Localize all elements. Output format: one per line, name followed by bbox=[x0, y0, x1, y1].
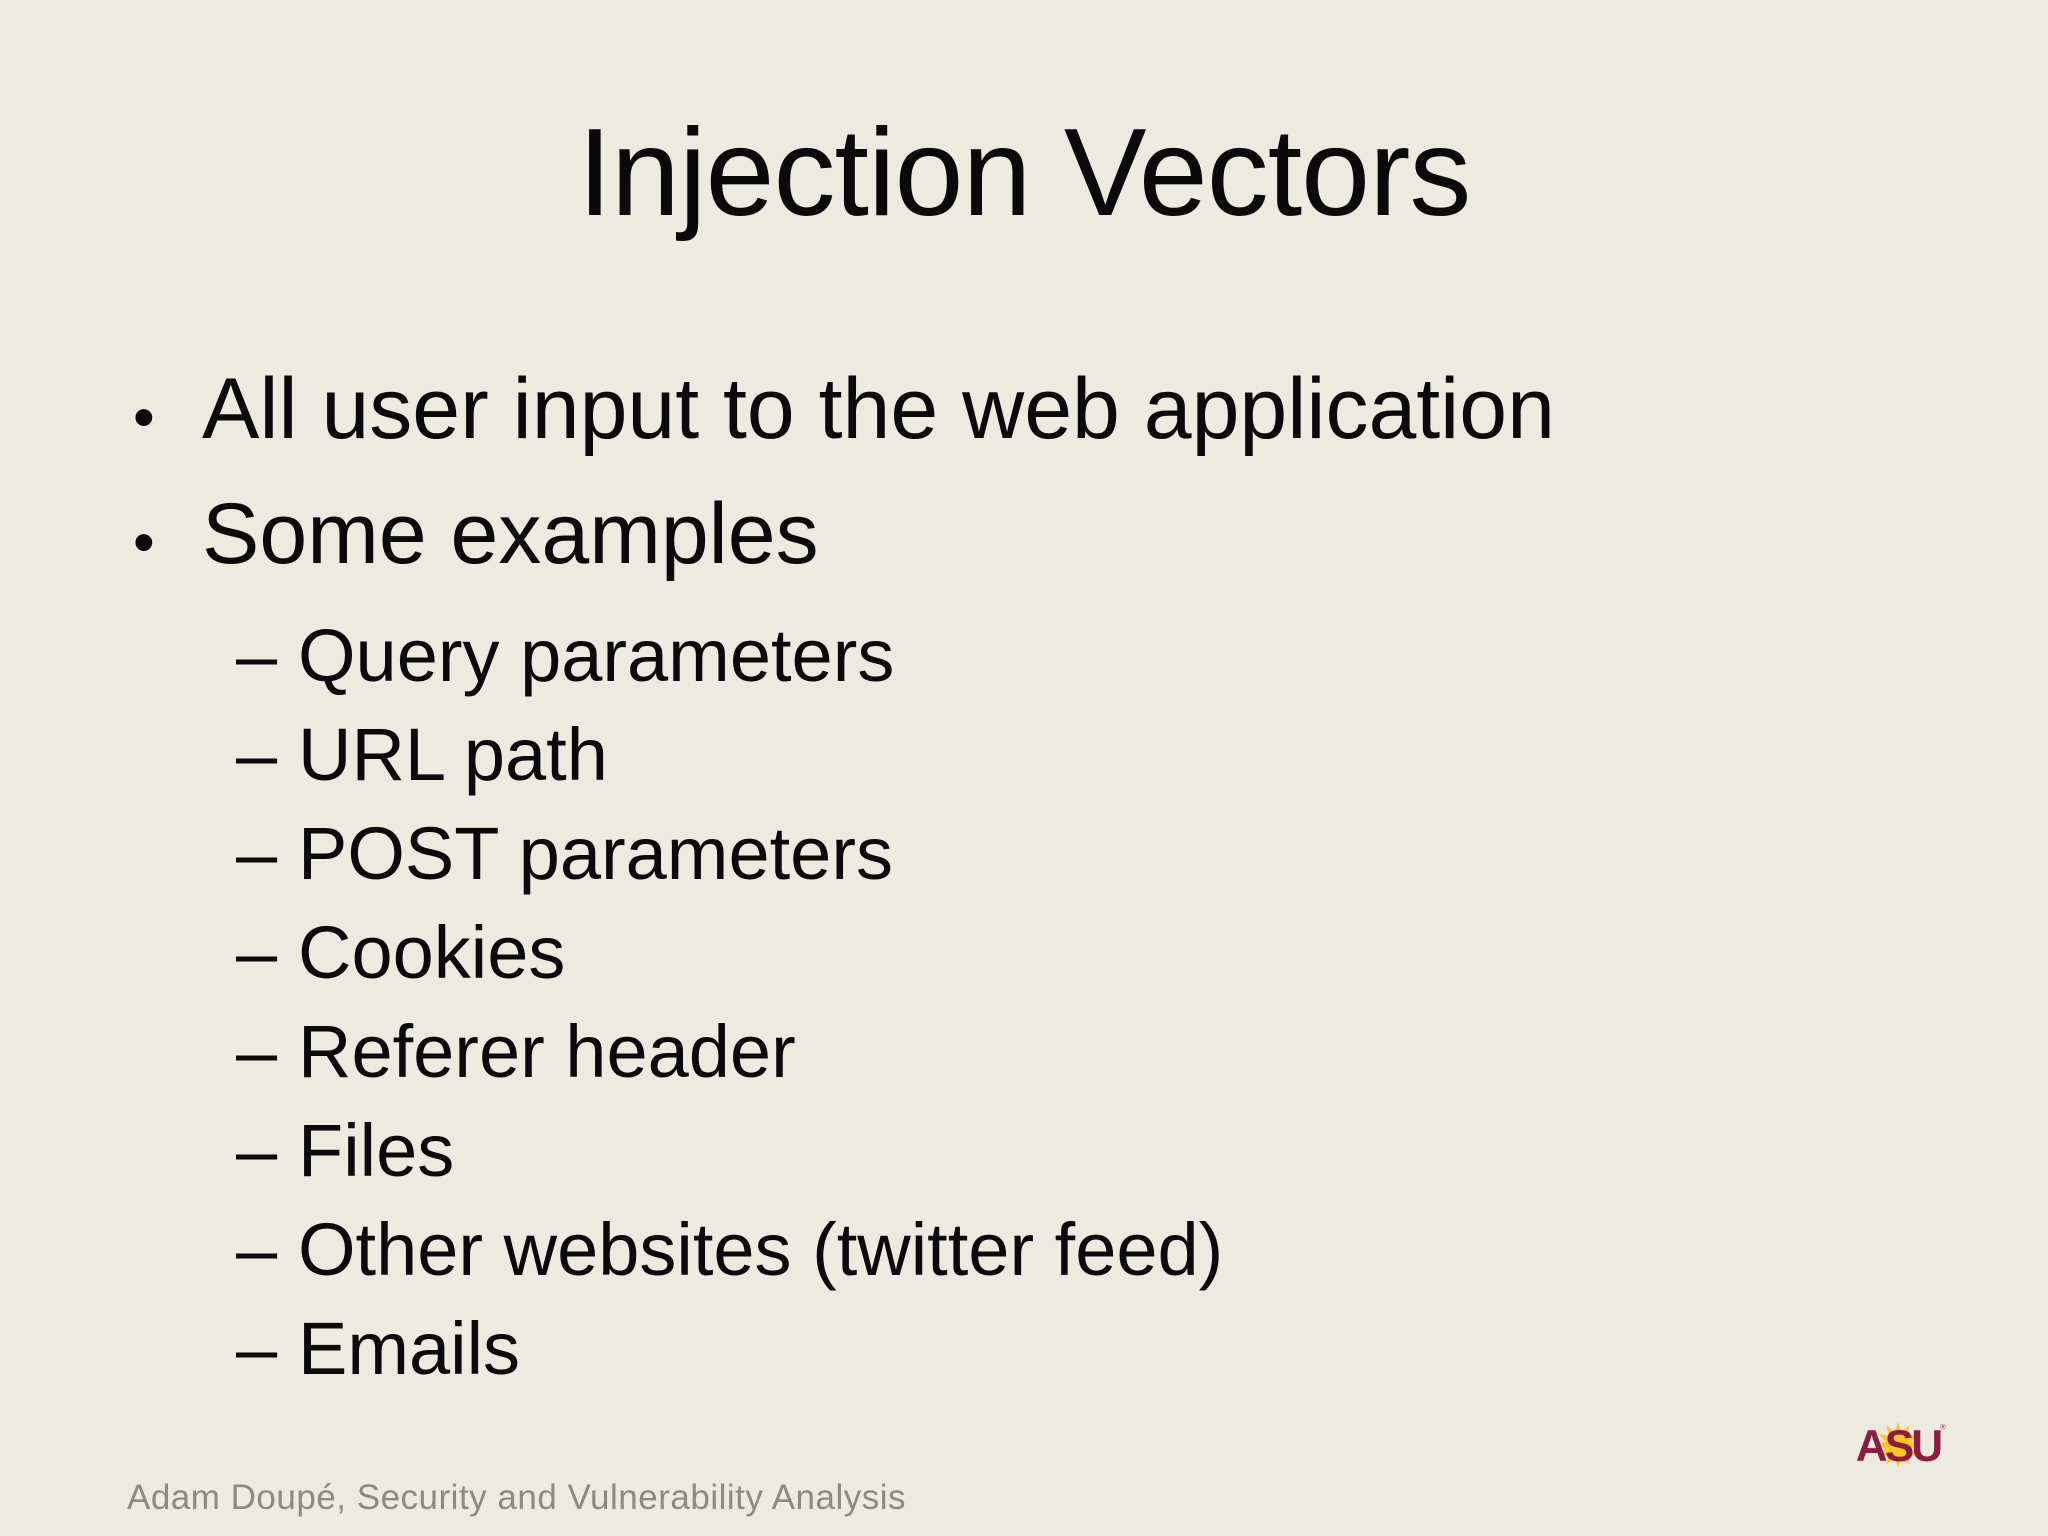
sub-bullet-text: URL path bbox=[298, 713, 608, 796]
sub-bullet-text: Query parameters bbox=[298, 614, 895, 697]
asu-sunburst-icon bbox=[1850, 1420, 1946, 1470]
slide-title: Injection Vectors bbox=[577, 104, 1471, 242]
bullet-text: All user input to the web application bbox=[202, 361, 1555, 457]
sub-bullet-item bbox=[236, 1200, 1998, 1299]
dash-icon: – bbox=[236, 812, 278, 895]
sub-bullet-text: Other websites (twitter feed) bbox=[298, 1208, 1224, 1291]
sub-bullet-item bbox=[236, 606, 1998, 705]
sub-bullet-text: Referer header bbox=[298, 1010, 796, 1093]
dash-icon: – bbox=[236, 1208, 278, 1291]
sub-bullet-text: Emails bbox=[298, 1307, 521, 1390]
footer-credit: Adam Doupé, Security and Vulnerability Analysis bbox=[127, 1478, 906, 1517]
sub-bullet-item bbox=[236, 1299, 1998, 1398]
sub-bullet-list bbox=[236, 606, 1998, 1398]
slide-body bbox=[120, 352, 1998, 1398]
bullet-icon: • bbox=[133, 383, 155, 452]
sub-bullet-item bbox=[236, 705, 1998, 804]
asu-logo-text: ASU bbox=[1855, 1421, 1941, 1470]
dash-icon: – bbox=[236, 614, 278, 697]
asu-logo bbox=[1850, 1420, 1946, 1470]
dash-icon: – bbox=[236, 1109, 278, 1192]
sub-bullet-item bbox=[236, 903, 1998, 1002]
dash-icon: – bbox=[236, 911, 278, 994]
sub-bullet-item bbox=[236, 804, 1998, 903]
bullet-icon: • bbox=[133, 508, 155, 577]
bullet-text: Some examples bbox=[202, 486, 819, 582]
bullet-item-1 bbox=[120, 352, 1998, 475]
sub-bullet-text: Cookies bbox=[298, 911, 566, 994]
dash-icon: – bbox=[236, 1307, 278, 1390]
bullet-item-2 bbox=[120, 477, 1998, 600]
sub-bullet-text: POST parameters bbox=[298, 812, 893, 895]
sub-bullet-text: Files bbox=[298, 1109, 455, 1192]
sub-bullet-item bbox=[236, 1002, 1998, 1101]
dash-icon: – bbox=[236, 1010, 278, 1093]
dash-icon: – bbox=[236, 713, 278, 796]
sub-bullet-item bbox=[236, 1101, 1998, 1200]
registered-mark: ® bbox=[1940, 1422, 1946, 1432]
